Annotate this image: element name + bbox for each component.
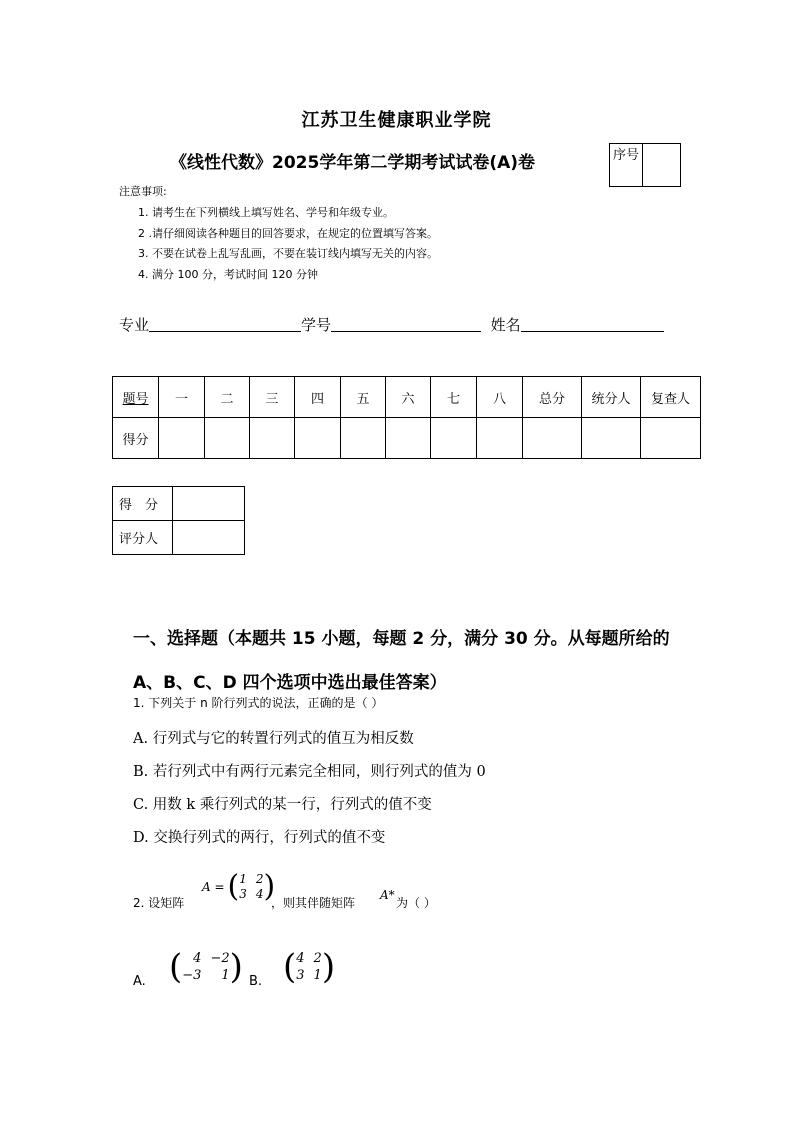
option-a-grid [182,950,229,984]
option-b-label[interactable]: B. [249,974,263,989]
matrix-cell: 4 [296,951,305,966]
option-c[interactable]: C. 用数 k 乘行列式的某一行，行列式的值不变 [133,797,432,813]
major-label: 专业 [119,316,150,334]
score-cell[interactable] [477,418,523,459]
score-header-cell: 六 [386,377,431,418]
notes-title: 注意事项: [119,185,167,198]
matrix-cell: 2 [255,872,264,886]
option-b-matrix[interactable] [283,947,336,987]
score-header-cell: 四 [295,377,341,418]
name-field[interactable] [521,315,664,332]
matrix-cell: 1 [239,872,247,886]
score-header-cell: 三 [250,377,295,418]
score-cell[interactable] [641,418,701,459]
option-b-grid [296,950,322,984]
question-2-suffix: 为（ ） [396,896,436,910]
matrix-a [202,869,276,904]
matrix-cell: −3 [182,968,202,983]
note-item: 1. 请考生在下列横线上填写姓名、学号和年级专业。 [138,206,394,219]
option-a-label[interactable]: A. [133,974,146,989]
score-cell[interactable] [341,418,386,459]
score-header-cell: 一 [159,377,205,418]
question-1-stem: 1. 下列关于 n 阶行列式的说法，正确的是（ ） [133,696,384,710]
notes-list [138,203,438,285]
grade-score-field[interactable] [173,487,245,521]
school-name: 江苏卫生健康职业学院 [301,110,492,131]
question-1-options [133,723,486,855]
sequence-value-field[interactable] [643,144,680,186]
matrix-cell: 1 [313,968,322,983]
matrix-cell: 2 [313,951,322,966]
sequence-number-box [609,143,681,187]
grade-box [112,486,245,555]
matrix-cell: 1 [221,968,230,983]
matrix-cell: 4 [193,951,202,966]
grader-field[interactable] [173,521,245,555]
score-header-cell: 二 [205,377,250,418]
grade-score-label: 得 分 [113,487,173,521]
question-2-prefix: 2. 设矩阵 [133,896,185,910]
matrix-a-grid [239,872,263,902]
student-id-field[interactable] [331,315,481,332]
score-cell[interactable] [295,418,341,459]
left-paren: ( [169,947,183,987]
matrix-cell: 3 [296,968,305,983]
option-b[interactable]: B. 若行列式中有两行元素完全相同，则行列式的值为 0 [133,764,486,780]
matrix-a-name: A = [202,880,225,894]
score-header-cell: 七 [431,377,477,418]
sequence-label: 序号 [610,144,643,186]
score-cell[interactable] [431,418,477,459]
score-table [112,376,701,459]
section-title: 一、选择题（本题共 15 小题，每题 2 分，满分 30 分。从每题所给的 A、B、C、D 四个选项中选出最佳答案） [133,629,670,693]
score-cell[interactable] [582,418,641,459]
right-paren: ) [229,947,243,987]
right-paren: ) [321,947,336,987]
major-field[interactable] [149,315,301,332]
score-header-cell: 统分人 [582,377,641,418]
matrix-cell: −2 [210,951,230,966]
name-label: 姓名 [490,316,521,334]
score-table-score-row [113,418,701,459]
note-item: 4. 满分 100 分，考试时间 120 分钟 [138,267,318,281]
option-d[interactable]: D. 交换行列式的两行，行列式的值不变 [133,830,386,846]
option-a-matrix[interactable] [169,947,243,987]
adjoint-symbol: A* [380,888,395,902]
note-item: 2 .请仔细阅读各种题目的回答要求，在规定的位置填写答案。 [138,226,438,240]
grader-label: 评分人 [113,521,173,555]
student-id-label: 学号 [301,316,332,334]
score-cell[interactable] [523,418,582,459]
matrix-cell: 3 [239,887,247,901]
score-cell[interactable] [250,418,295,459]
score-header-cell: 复查人 [641,377,701,418]
score-row-label: 得分 [113,418,159,459]
question-2-mid: ，则其伴随矩阵 [271,896,356,910]
score-cell[interactable] [159,418,205,459]
right-paren: ) [263,869,276,904]
score-header-cell: 总分 [523,377,582,418]
score-cell[interactable] [386,418,431,459]
left-paren: ( [227,869,240,904]
score-header-cell: 题号 [113,377,159,418]
left-paren: ( [283,947,297,987]
score-header-cell: 八 [477,377,523,418]
note-item: 3. 不要在试卷上乱写乱画，不要在装订线内填写无关的内容。 [138,247,438,260]
score-cell[interactable] [205,418,250,459]
student-info-line [119,314,664,335]
option-a[interactable]: A. 行列式与它的转置行列式的值互为相反数 [133,731,414,747]
score-header-cell: 五 [341,377,386,418]
exam-title: 《线性代数》2025学年第二学期考试试卷(A)卷 [170,153,536,173]
score-table-header-row [113,377,701,418]
matrix-cell: 4 [255,887,264,901]
